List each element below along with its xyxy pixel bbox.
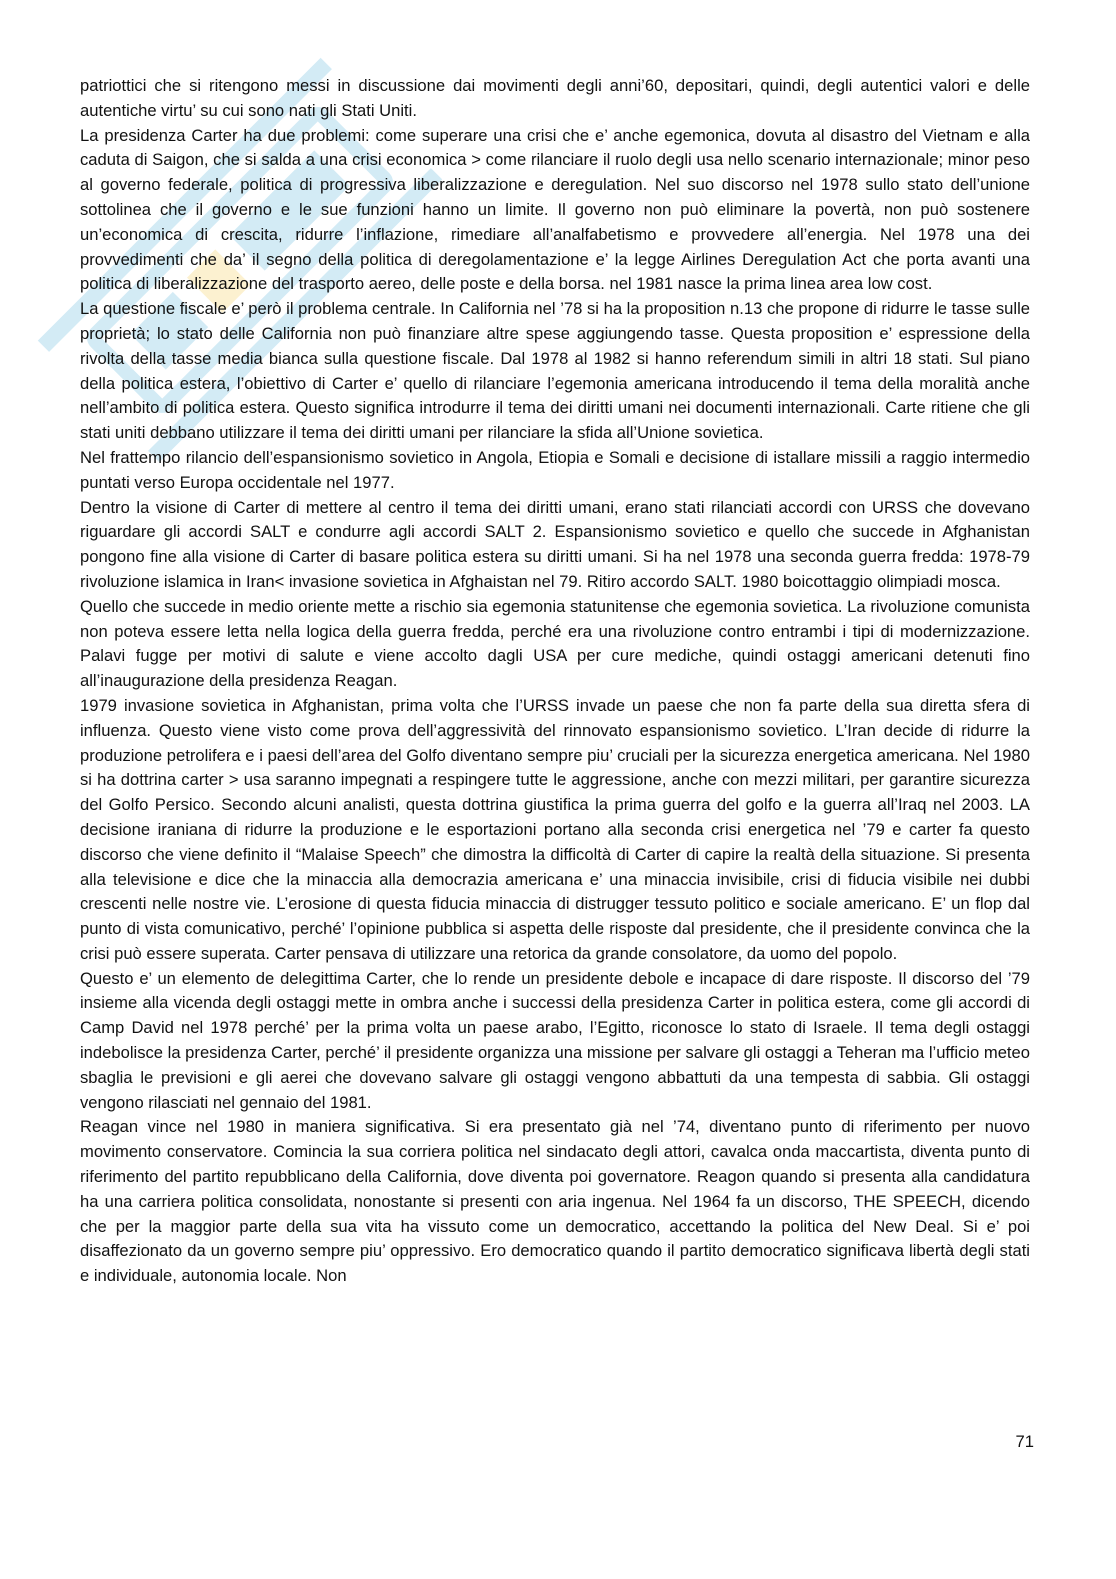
paragraph: Questo e’ un elemento de delegittima Carter, che lo rende un presidente debole e incapace di dare risposte. Il discorso del ’79 insieme alla vicenda degli ostaggi mette in ombra anche i successi della presidenza Carter in politica estera, come gli accordi di Camp David nel 1978 perché’ per la prima volta un paese arabo, l’Egitto, riconosce lo stato di Israele. Il tema degli ostaggi indebolisce la presidenza Carter, perché’ il presidente organizza una missione per salvare gli ostaggi a Teheran ma l’ufficio meteo sbaglia le previsioni e gli aerei che dovevano salvare gli ostaggi vengono abbattuti da una tempesta di sabbia. Gli ostaggi vengono rilasciati nel gennaio del 1981. — [80, 968, 1030, 1112]
paragraph: patriottici che si ritengono messi in discussione dai movimenti degli anni’60, depositari, quindi, degli autentici valori e delle autentiche virtu’ su cui sono nati gli Stati Uniti. — [80, 76, 1030, 120]
page-number: 71 — [1015, 1432, 1034, 1451]
paragraph: 1979 invasione sovietica in Afghanistan, prima volta che l’URSS invade un paese che non fa parte della sua diretta sfera di influenza. Questo viene visto come prova dell’aggressività del rinnovato espansionismo sovietico. L’Iran decide di ridurre la produzione petrolifera e i paesi dell’area del Golfo diventano sempre piu’ cruciali per la sicurezza energetica americana. Nel 1980 si ha dottrina carter > usa saranno impegnati a respingere tutte le aggressione, anche con mezzi militari, per garantire sicurezza del Golfo Persico. Secondo alcuni analisti, questa dottrina giustifica la prima guerra del golfo e la guerra all’Iraq nel 2003. LA decisione iraniana di ridurre la produzione e le esportazioni portano alla seconda crisi energetica nel ’79 e carter fa questo discorso che viene definito il “Malaise Speech” che dimostra la difficoltà di Carter di capire la realtà della situazione. Si presenta alla televisione e dice che la minaccia alla democrazia americana e’ una minaccia invisibile, crisi di fiducia visibile nei dubbi crescenti nelle nostre vie. L’erosione di questa fiducia minaccia di distrugger tessuto politico e sociale americano. E’ un flop dal punto di vista comunicativo, perché’ l’opinione pubblica si aspetta delle risposte dal presidente, che il presidente convinca che la crisi può essere superata. Carter pensava di utilizzare una retorica da grande consolatore, da uomo del popolo. — [80, 695, 1030, 963]
paragraph: La presidenza Carter ha due problemi: come superare una crisi che e’ anche egemonica, dovuta al disastro del Vietnam e alla caduta di Saigon, che si salda a una crisi economica > come rilanciare il ruolo degli usa nello scenario internazionale; minor peso al governo federale, politica di progressiva liberalizzazione e deregulation. Nel suo discorso nel 1978 sullo stato dell’unione sottolinea che il governo e le sue funzioni hanno un limite. Il governo non può eliminare la povertà, non può sostenere un’economica di crescita, ridurre l’inflazione, rimediare all’analfabetismo e provvedere all’energia. Nel 1978 una dei provvedimenti che da’ il segno della politica di deregolamentazione e’ la legge Airlines Deregulation Act che porta avanti una politica di liberalizzazione del trasporto aereo, delle poste e della borsa. nel 1981 nasce la prima linea area low cost. — [80, 125, 1030, 294]
paragraph: Reagan vince nel 1980 in maniera significativa. Si era presentato già nel ’74, diventano punto di riferimento per nuovo movimento conservatore. Comincia la sua corriera politica nel sindacato degli attori, cavalca onda maccartista, diventa punto di riferimento del partito repubblicano della California, dove diventa poi governatore. Reagon quando si presenta alla candidatura ha una carriera politica consolidata, nonostante si presenti con aria ingenua. Nel 1964 fa un discorso, THE SPEECH, dicendo che per la maggior parte della sua vita ha vissuto come un democratico, accettando la politica del New Deal. Si e’ poi disaffezionato da un governo sempre piu’ oppressivo. Ero democratico quando il partito democratico significava libertà degli stati e individuale, autonomia locale. Non — [80, 1117, 1030, 1286]
paragraph: Quello che succede in medio oriente mette a rischio sia egemonia statunitense che egemonia sovietica. La rivoluzione comunista non poteva essere letta nella logica della guerra fredda, perché era una rivoluzione contro entrambi i tipi di modernizzazione. Palavi fugge per motivi di salute e viene accolto dagli USA per cure mediche, quindi ostaggi americani detenuti fino all’inaugurazione della presidenza Reagan. — [80, 596, 1030, 691]
paragraph: La questione fiscale e’ però il problema centrale. In California nel ’78 si ha la proposition n.13 che propone di ridurre le tasse sulle proprietà; lo stato delle California non può finanziare altre spese aggiungendo tasse. Questa proposition e’ espressione della rivolta della tasse media bianca sulla questione fiscale. Dal 1978 al 1982 si hanno referendum simili in altri 18 stati. Sul piano della politica estera, l’obiettivo di Carter e’ quello di rilanciare l’egemonia americana introducendo il tema della moralità anche nell’ambito di politica estera. Questo significa introdurre il tema dei diritti umani nei documenti internazionali. Carte ritiene che gli stati uniti debbano utilizzare il tema dei diritti umani per rilanciare la sfida all’Unione sovietica. — [80, 299, 1030, 443]
paragraph: Dentro la visione di Carter di mettere al centro il tema dei diritti umani, erano stati rilanciati accordi con URSS che dovevano riguardare gli accordi SALT e condurre agli accordi SALT 2. Espansionismo sovietico e quello che succede in Afghanistan pongono fine alla visione di Carter di basare politica estera su diritti umani. Si ha nel 1978 una seconda guerra fredda: 1978-79 rivoluzione islamica in Iran< invasione sovietica in Afghaistan nel 79. Ritiro accordo SALT. 1980 boicottaggio olimpiadi mosca. — [80, 497, 1030, 591]
document-body — [80, 74, 1030, 1289]
paragraph: Nel frattempo rilancio dell’espansionismo sovietico in Angola, Etiopia e Somali e decisione di istallare missili a raggio intermedio puntati verso Europa occidentale nel 1977. — [80, 447, 1030, 492]
